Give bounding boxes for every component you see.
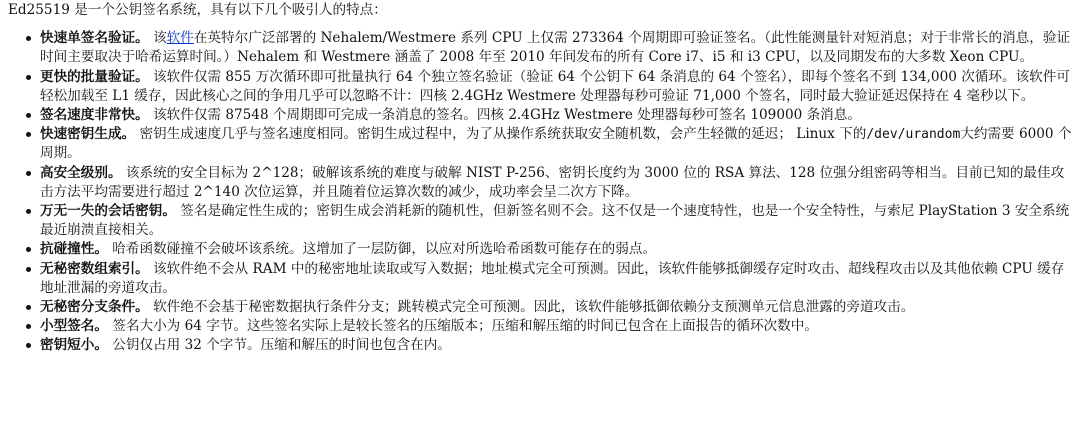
bullet-icon — [26, 247, 31, 252]
feature-text: 公钥仅占用 32 个字节。压缩和解压的时间也包含在内。 — [107, 337, 451, 354]
feature-title: 密钥短小。 — [40, 337, 108, 354]
feature-text: 签名大小为 64 字节。这些签名实际上是较长签名的压缩版本；压缩和解压缩的时间已包含在上面报告的循环次数中。 — [107, 318, 818, 335]
feature-item-high-security — [40, 164, 1073, 202]
feature-list — [8, 29, 1073, 355]
software-link[interactable]: 软件 — [166, 30, 194, 47]
feature-text: 哈希函数碰撞不会破坏该系统。这增加了一层防御，以应对所选哈希函数可能存在的弱点。 — [107, 241, 657, 258]
feature-text: 大约需要 6000 个周期。 — [40, 126, 1072, 162]
intro-paragraph: Ed25519 是一个公钥签名系统，具有以下几个吸引人的特点： — [8, 2, 387, 18]
feature-text: 该软件绝不会从 RAM 中的秘密地址读取或写入数据；地址模式完全可预测。因此，该软件能够抵御缓存定时攻击、超线程攻击以及其他依赖 CPU 缓存地址泄漏的旁道攻击。 — [40, 260, 1065, 296]
feature-title: 小型签名。 — [40, 318, 108, 335]
feature-title: 抗碰撞性。 — [40, 241, 108, 258]
feature-title: 快速单签名验证。 — [40, 30, 149, 47]
feature-item-no-secret-array-indices — [40, 260, 1073, 298]
feature-item-fast-key-generation — [40, 125, 1073, 163]
bullet-icon — [26, 267, 31, 272]
bullet-icon — [26, 171, 31, 176]
feature-text: 该软件仅需 855 万次循环即可批量执行 64 个独立签名验证（验证 64 个公钥下 64 条消息的 64 个签名），即每个签名不到 134,000 次循环。该软件可轻松加载至 L1 缓存，因此核心之间的争用几乎可以忽略不计：四核 2.4GHz Westmere 处理器每秒可验证 71,000 个签名，同时最大验证延迟保持在 4 毫秒以下。 — [40, 68, 1070, 104]
bullet-icon — [26, 113, 31, 118]
feature-text: 签名是确定性生成的；密钥生成会消耗新的随机性，但新签名则不会。这不仅是一个速度特性，也是一个安全特性，与索尼 PlayStation 3 安全系统最近崩溃直接相关。 — [40, 203, 1070, 239]
feature-title: 无秘密数组索引。 — [40, 260, 149, 277]
feature-text: 在英特尔广泛部署的 Nehalem/Westmere 系列 CPU 上仅需 273364 个周期即可验证签名。（此性能测量针对短消息；对于非常长的消息，验证时间主要取决于哈希运算时间。）Nehalem 和 Westmere 涵盖了 2008 年至 2010 年间发布的所有 Core i7、i5 和 i3 CPU，以及同期发布的大多数 Xeon CPU。 — [40, 30, 1071, 66]
feature-text: 该系统的安全目标为 2^128；破解该系统的难度与破解 NIST P-256、密钥长度约为 3000 位的 RSA 算法、128 位强分组密码等相当。目前已知的最佳攻击方法平均需要进行超过 2^140 次位运算，并且随着位运算次数的减少，成功率会呈二次方下降。 — [40, 164, 1065, 200]
dev-urandom-code: /dev/urandom — [866, 127, 961, 143]
bullet-icon — [26, 209, 31, 214]
feature-title: 快速密钥生成。 — [40, 126, 136, 143]
feature-item-small-keys — [40, 336, 1073, 355]
feature-item-collision-resilience — [40, 240, 1073, 259]
feature-title: 高安全级别。 — [40, 164, 122, 181]
bullet-icon — [26, 132, 31, 137]
bullet-icon — [26, 36, 31, 41]
feature-text: 该软件仅需 87548 个周期即可完成一条消息的签名。四核 2.4GHz Westmere 处理器每秒可签名 109000 条消息。 — [148, 107, 861, 124]
feature-item-small-signatures — [40, 317, 1073, 336]
feature-text: 该 — [148, 30, 167, 47]
feature-title: 签名速度非常快。 — [40, 107, 149, 124]
feature-text: 软件绝不会基于秘密数据执行条件分支；跳转模式完全可预测。因此，该软件能够抵御依赖分支预测单元信息泄露的旁道攻击。 — [148, 299, 915, 316]
feature-item-fast-single-verification — [40, 29, 1073, 67]
bullet-icon — [26, 324, 31, 329]
feature-text: 密钥生成速度几乎与签名速度相同。密钥生成过程中，为了从操作系统获取安全随机数，会产生轻微的延迟； Linux 下的 — [135, 126, 867, 143]
bullet-icon — [26, 343, 31, 348]
bullet-icon — [26, 305, 31, 310]
bullet-icon — [26, 75, 31, 80]
feature-item-batch-verification — [40, 68, 1073, 106]
feature-title: 更快的批量验证。 — [40, 68, 149, 85]
feature-item-no-secret-branch-conditions — [40, 298, 1073, 317]
feature-item-fast-signing — [40, 106, 1073, 125]
feature-title: 万无一失的会话密钥。 — [40, 203, 176, 220]
feature-item-foolproof-session-keys — [40, 202, 1073, 240]
feature-title: 无秘密分支条件。 — [40, 299, 149, 316]
